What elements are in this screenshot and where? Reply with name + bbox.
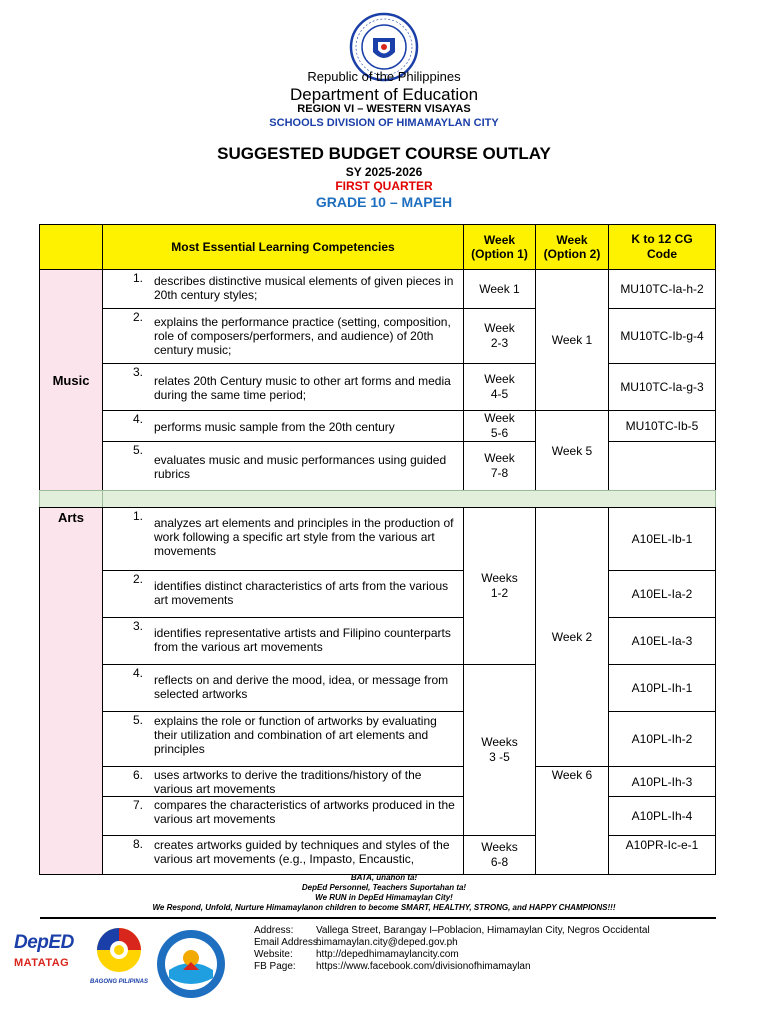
footer-divider: [40, 917, 716, 919]
competency-row: [102, 269, 464, 309]
week-option-2-cell: Week 6: [535, 766, 609, 875]
website-link[interactable]: http://depedhimamaylancity.com: [316, 949, 459, 960]
header-competencies: Most Essential Learning Competencies: [102, 224, 464, 270]
competency-text: analyzes art elements and principles in the production of work following a specific art style from the various art movements: [154, 516, 454, 558]
cg-code-cell: MU10TC-Ib-g-4: [608, 308, 716, 364]
school-year: SY 2025-2026: [345, 165, 423, 179]
competency-number: 1.: [133, 271, 144, 285]
subject-music: Music: [39, 269, 103, 491]
week-option-1-cell: Week 1: [463, 269, 536, 309]
competency-text: creates artworks guided by techniques and styles of the various art movements (e.g., Impasto, Encaustic,: [154, 838, 450, 866]
competency-text: uses artworks to derive the traditions/history of the various art movements: [154, 768, 422, 796]
cg-code-cell: MU10TC-Ib-5: [608, 410, 716, 442]
subject-arts: Arts: [39, 507, 103, 875]
competency-number: 6.: [133, 768, 144, 782]
website-label: Website:: [254, 949, 293, 960]
cg-code-cell: A10PR-Ic-e-1: [608, 835, 716, 875]
republic-label: Republic of the Philippines: [307, 69, 461, 84]
week-option-1-cell: Week 5-6: [463, 410, 536, 442]
cg-code-cell: MU10TC-Ia-h-2: [608, 269, 716, 309]
bagong-pilipinas-logo: [88, 926, 150, 984]
competency-row: [102, 796, 464, 836]
competency-text: describes distinctive musical elements of given pieces in 20th century styles;: [154, 274, 454, 302]
cg-code-cell: A10PL-Ih-1: [608, 664, 716, 712]
fb-page-link[interactable]: https://www.facebook.com/divisionofhimamaylan: [316, 961, 531, 972]
cg-code-cell: A10PL-Ih-3: [608, 766, 716, 797]
department-name: Department of Education: [289, 85, 479, 104]
week-option-1-cell: Weeks 3 -5: [463, 664, 536, 836]
competency-row: [102, 441, 464, 491]
competency-row: [102, 711, 464, 767]
email-label: Email Address:: [254, 937, 321, 948]
header-cg-code: K to 12 CG Code: [608, 224, 716, 270]
competency-row: [102, 835, 464, 875]
grade-label: GRADE 10 – MAPEH: [315, 194, 453, 210]
competency-number: 2.: [133, 310, 144, 324]
week-option-1-cell: Week 4-5: [463, 363, 536, 411]
header-blank-cell: [39, 224, 103, 270]
competency-text: identifies representative artists and Filipino counterparts from the various art movements: [154, 626, 451, 654]
cg-code-cell: A10EL-Ia-2: [608, 570, 716, 618]
competency-number: 5.: [133, 713, 144, 727]
bagong-pilipinas-emblem-icon: [88, 926, 150, 974]
slogan-line: BATA, unahon ta!: [350, 873, 418, 882]
competency-text: relates 20th Century music to other art forms and media during the same time period;: [154, 374, 451, 402]
week-option-1-cell: Week 7-8: [463, 441, 536, 491]
competency-text: explains the performance practice (setting, composition, role of composers/performers, and audience) of 20th century music;: [154, 315, 451, 357]
slogan-line: DepEd Personnel, Teachers Suportahan ta!: [301, 883, 467, 892]
week-option-2-cell: Week 2: [535, 507, 609, 767]
week-option-1-cell: Week 2-3: [463, 308, 536, 364]
competency-number: 2.: [133, 572, 144, 586]
cg-code-cell: A10EL-Ib-1: [608, 507, 716, 571]
competency-row: [102, 363, 464, 411]
week-option-2-cell: Week 1: [535, 269, 609, 411]
header-week-option-2: Week (Option 2): [535, 224, 609, 270]
fb-page-label: FB Page:: [254, 961, 296, 972]
cg-code-cell: MU10TC-Ia-g-3: [608, 363, 716, 411]
competency-text: compares the characteristics of artworks produced in the various art movements: [154, 798, 455, 826]
competency-number: 8.: [133, 837, 144, 851]
division-seal-icon: [155, 928, 227, 1000]
competency-number: 7.: [133, 798, 144, 812]
cg-code-cell: A10PL-Ih-2: [608, 711, 716, 767]
address-value: Vallega Street, Barangay I–Poblacion, Himamaylan City, Negros Occidental: [316, 925, 650, 936]
email-value[interactable]: himamaylan.city@deped.gov.ph: [316, 937, 458, 948]
competency-text: performs music sample from the 20th century: [154, 420, 395, 434]
competency-number: 4.: [133, 412, 144, 426]
header-week-option-1: Week (Option 1): [463, 224, 536, 270]
separator-cell: [39, 490, 103, 508]
region-label: REGION VI – WESTERN VISAYAS: [297, 103, 471, 115]
competency-row: [102, 664, 464, 712]
division-label: SCHOOLS DIVISION OF HIMAMAYLAN CITY: [269, 117, 499, 129]
competency-row: [102, 570, 464, 618]
quarter-label: FIRST QUARTER: [335, 179, 433, 193]
page-title: SUGGESTED BUDGET COURSE OUTLAY: [217, 144, 551, 163]
slogan-line: We Respond, Unfold, Nurture Himamaylanon children to become SMART, HEALTHY, STRONG, and HAPPY CHAMPIONS!!!: [152, 903, 616, 912]
competency-number: 1.: [133, 509, 144, 523]
week-option-2-cell: Week 5: [535, 410, 609, 491]
competency-number: 5.: [133, 443, 144, 457]
deped-logo-text: DepED: [14, 932, 74, 953]
competency-number: 4.: [133, 666, 144, 680]
competency-row: [102, 410, 464, 442]
week-option-1-cell: Weeks 6-8: [463, 835, 536, 875]
competency-row: [102, 766, 464, 797]
slogan-line: We RUN in DepEd Himamaylan City!: [315, 893, 453, 902]
cg-code-cell: [608, 441, 716, 491]
address-label: Address:: [254, 925, 294, 936]
competency-row: [102, 308, 464, 364]
competency-text: reflects on and derive the mood, idea, or message from selected artworks: [154, 673, 449, 701]
competency-text: identifies distinct characteristics of arts from the various art movements: [154, 579, 449, 607]
cg-code-cell: A10EL-Ia-3: [608, 617, 716, 665]
deped-matatag-logo: [14, 932, 78, 978]
competency-number: 3.: [133, 365, 144, 379]
competency-number: 3.: [133, 619, 144, 633]
week-option-1-cell: Weeks 1-2: [463, 507, 536, 665]
competency-row: [102, 617, 464, 665]
competency-text: evaluates music and music performances using guided rubrics: [154, 453, 447, 481]
bagong-pilipinas-text: BAGONG PILIPINAS: [89, 979, 148, 985]
competency-row: [102, 507, 464, 571]
matatag-logo-text: MATATAG: [14, 957, 70, 969]
competency-text: explains the role or function of artworks by evaluating their utilization and combination of art elements and principles: [154, 714, 437, 756]
cg-code-cell: A10PL-Ih-4: [608, 796, 716, 836]
separator-cell: [102, 490, 716, 508]
